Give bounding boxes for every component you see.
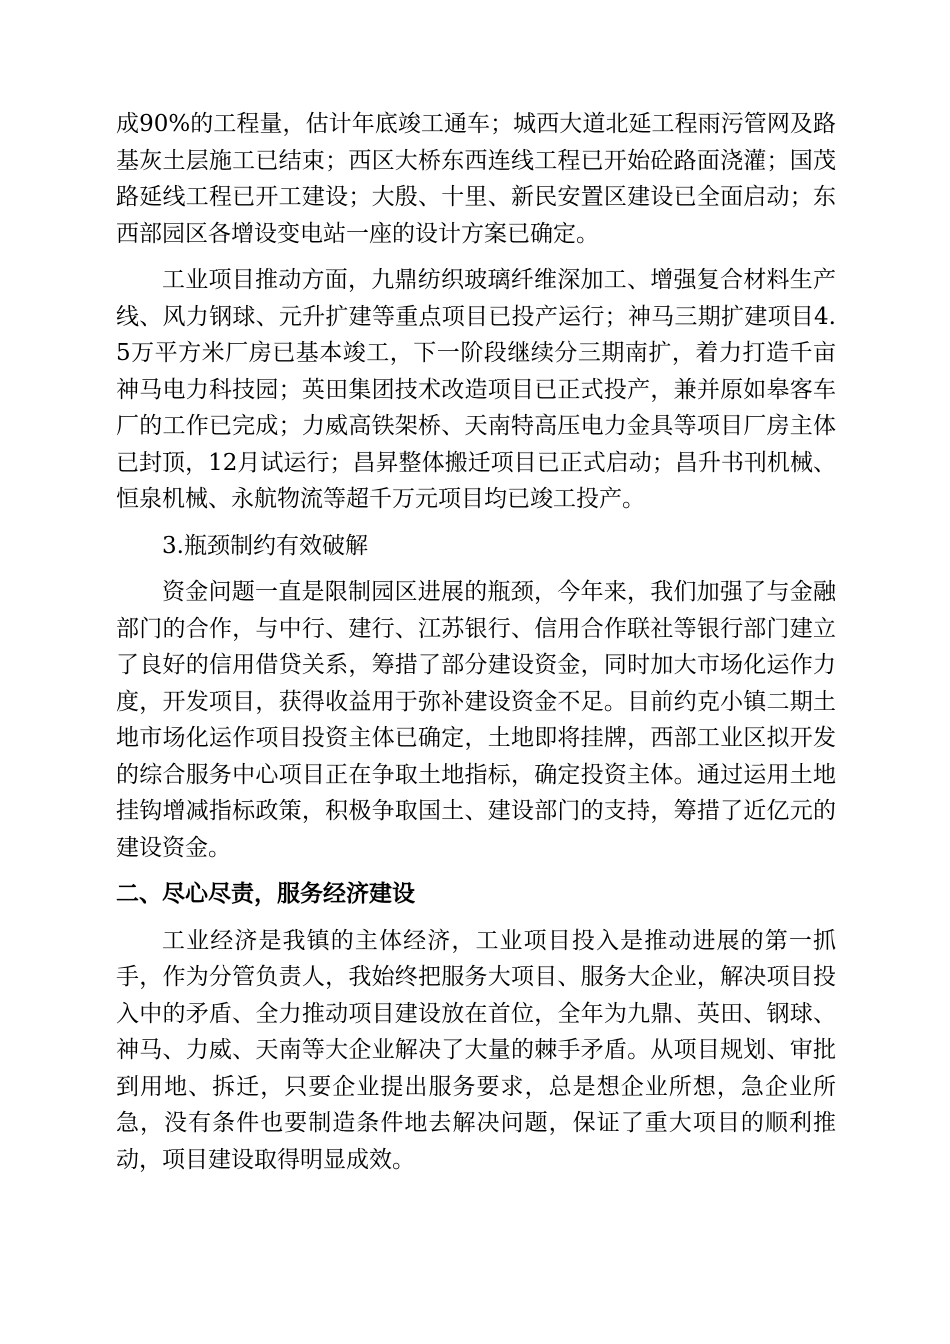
paragraph-funding: 资金问题一直是限制园区进展的瓶颈，今年来，我们加强了与金融部门的合作，与中行、建行、江苏银行、信用合作联社等银行部门建立了良好的信用借贷关系，筹措了部分建设资金，同时加大市场化运作力度，开发项目，获得收益用于弥补建设资金不足。目前约克小镇二期土地市场化运作项目投资主体已确定，土地即将挂牌，西部工业区拟开发的综合服务中心项目正在争取土地指标，确定投资主体。通过运用土地挂钩增减指标政策，积极争取国土、建设部门的支持，筹措了近亿元的建设资金。: [116, 579, 836, 861]
document-page: [116, 106, 836, 1188]
paragraph-infrastructure-progress: 成90%的工程量，估计年底竣工通车；城西大道北延工程雨污管网及路基灰土层施工已结束；西区大桥东西连线工程已开始砼路面浇灌；国茂路延线工程已开工建设；大殷、十里、新民安置区建设已全面启动；东西部园区各增设变电站一座的设计方案已确定。: [116, 111, 836, 247]
subheading-bottleneck: 3.瓶颈制约有效破解: [162, 532, 368, 559]
paragraph-industrial-economy: 工业经济是我镇的主体经济，工业项目投入是推动进展的第一抓手，作为分管负责人，我始终把服务大项目、服务大企业，解决项目投入中的矛盾、全力推动项目建设放在首位，全年为九鼎、英田、钢球、神马、力威、天南等大企业解决了大量的棘手矛盾。从项目规划、审批到用地、拆迁，只要企业提出服务要求，总是想企业所想，急企业所急，没有条件也要制造条件地去解决问题，保证了重大项目的顺利推动，项目建设取得明显成效。: [116, 927, 836, 1173]
paragraph-industrial-projects: 工业项目推动方面，九鼎纺织玻璃纤维深加工、增强复合材料生产线、风力钢球、元升扩建等重点项目已投产运行；神马三期扩建项目4.5万平方米厂房已基本竣工，下一阶段继续分三期南扩，着力打造千亩神马电力科技园；英田集团技术改造项目已正式投产，兼并原如皋客车厂的工作已完成；力威高铁架桥、天南特高压电力金具等项目厂房主体已封顶，12月试运行；昌昇整体搬迁项目已正式启动；昌升书刊机械、恒泉机械、永航物流等超千万元项目均已竣工投产。: [116, 267, 836, 512]
section-heading-service: 二、尽心尽责，服务经济建设: [116, 880, 415, 907]
